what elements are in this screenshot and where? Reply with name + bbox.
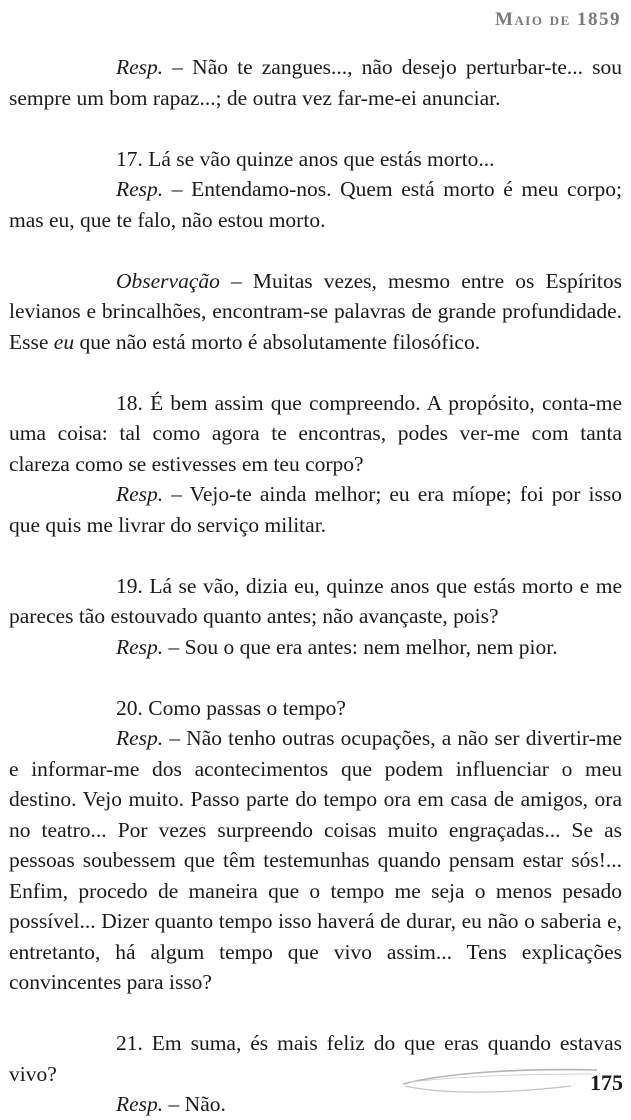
running-header: Maio de 1859 [494,9,621,30]
question-18 [9,388,622,480]
paragraph-text: – Sou o que era antes: nem melhor, nem pior. [163,634,558,659]
question-19 [9,571,622,632]
paragraph-text: – Não tenho outras ocupações, a não ser divertir-me e informar-me dos acontecimentos que podem influenciar o meu destino. Vejo muito. Passo parte do tempo ora em casa de amigos, ora no teatro... Por vezes surpreendo coisas muito engraçadas... Se as pessoas soubessem que têm testemunhas quando pensam estar sós!... Enfim, procedo de maneira que o tempo me seja o menos pesado possível... Dizer quanto tempo isso haverá de durar, eu não o saberia e, entretanto, há algum tempo que vivo assim... Tens explicações convincentes para isso? [9,726,622,994]
question-20 [9,693,622,724]
answer-17 [9,174,622,235]
paragraph-text: 19. Lá se vão, dizia eu, quinze anos que estás morto e me pareces tão estouvado quanto antes; não avançaste, pois? [9,573,622,628]
resp-label: Resp. [116,177,164,201]
resp-label: Resp. [116,55,164,79]
paragraph-text: – Vejo-te ainda melhor; eu era míope; foi por isso que quis me livrar do serviço militar. [9,482,622,537]
observation-label: Observação [116,268,220,293]
resp-label: Resp. [116,726,164,750]
answer-19 [9,632,622,663]
paragraph-text: 21. Em suma, és mais feliz do que eras quando estavas vivo? [9,1031,622,1086]
resp-label: Resp. [116,1092,164,1116]
swoosh-ornament-icon [401,1062,601,1096]
page-body [9,52,622,1120]
observation-note [9,266,622,358]
answer-20 [9,723,622,998]
paragraph-text: 20. Como passas o tempo? [116,695,346,720]
answer-18 [9,479,622,540]
paragraph-resp-16 [9,52,622,113]
question-17 [9,144,622,175]
paragraph-text: – Não te zangues..., não desejo perturbar-te... sou sempre um bom rapaz...; de outra vez far-me-ei anunciar. [9,55,622,110]
resp-label: Resp. [116,482,164,506]
paragraph-text: 18. É bem assim que compreendo. A propósito, conta-me uma coisa: tal como agora te encontras, podes ver-me com tanta clareza como se estivesses em teu corpo? [9,390,622,476]
page-number: 175 [590,1070,623,1095]
paragraph-text: 17. Lá se vão quinze anos que estás morto... [116,146,495,171]
paragraph-text: – Entendamo-nos. Quem está morto é meu corpo; mas eu, que te falo, não estou morto. [9,177,622,232]
resp-label: Resp. [116,634,164,659]
paragraph-text: – Não. [163,1092,226,1116]
emphasis-word: eu [53,329,75,354]
paragraph-text: que não está morto é absolutamente filosófico. [74,329,481,354]
paragraph-text: – Muitas vezes, mesmo entre os Espíritos levianos e brincalhões, encontram-se palavras de grande profundidade. Esse [9,268,622,354]
